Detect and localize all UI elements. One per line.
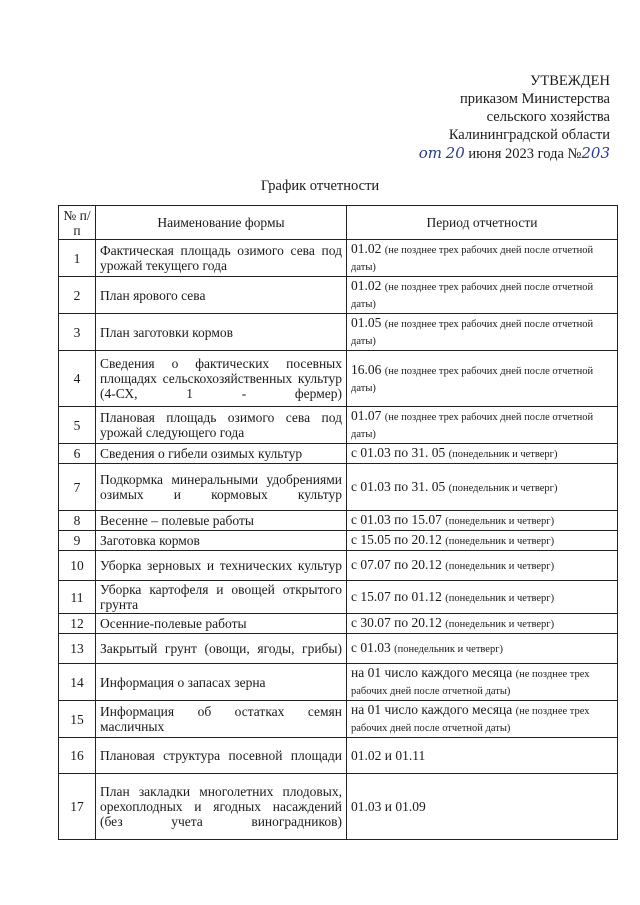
approval-line: приказом Министерства	[460, 91, 610, 107]
reporting-period	[347, 511, 618, 531]
row-number: 5	[59, 407, 96, 444]
period-dates: 01.02 и 01.11	[351, 748, 426, 763]
table-body	[59, 240, 618, 840]
reporting-period	[347, 664, 618, 701]
period-note: (понедельник и четверг)	[445, 619, 555, 630]
period-dates: с 01.03 по 31. 05	[351, 445, 446, 460]
table-row	[59, 738, 618, 774]
table-row	[59, 664, 618, 701]
period-note: (понедельник и четверг)	[445, 536, 555, 547]
order-number-handwritten: 203	[581, 144, 610, 162]
table-row	[59, 314, 618, 351]
row-number: 15	[59, 701, 96, 738]
table-header-row	[59, 206, 618, 240]
reporting-period	[347, 240, 618, 277]
reporting-period	[347, 277, 618, 314]
period-note: (понедельник и четверг)	[394, 644, 504, 655]
period-note: (понедельник и четверг)	[445, 561, 555, 572]
reporting-period	[347, 774, 618, 840]
row-number: 2	[59, 277, 96, 314]
table-row	[59, 531, 618, 551]
row-number: 7	[59, 464, 96, 511]
form-name: Информация о запасах зерна	[96, 664, 347, 701]
table-row	[59, 444, 618, 464]
form-name: План ярового сева	[96, 277, 347, 314]
row-number: 4	[59, 351, 96, 407]
reporting-period	[347, 701, 618, 738]
date-day-handwritten: 20	[445, 144, 465, 162]
period-dates: с 30.07 по 20.12	[351, 615, 442, 630]
period-dates: на 01 число каждого месяца	[351, 665, 513, 680]
reporting-period	[347, 444, 618, 464]
row-number: 8	[59, 511, 96, 531]
table-row	[59, 511, 618, 531]
form-name: Сведения о гибели озимых культур	[96, 444, 347, 464]
header-number: № п/п	[59, 206, 96, 240]
form-name: Весенне – полевые работы	[96, 511, 347, 531]
period-note: (не позднее трех рабочих дней после отчетной даты)	[351, 282, 594, 310]
table-row	[59, 614, 618, 634]
table-row	[59, 351, 618, 407]
approval-block	[380, 72, 610, 163]
date-rest: июня 2023 года №	[468, 146, 582, 162]
row-number: 3	[59, 314, 96, 351]
form-name: Плановая структура посевной площади	[96, 738, 347, 774]
approval-line: Калининградской области	[448, 127, 610, 143]
row-number: 12	[59, 614, 96, 634]
period-dates: с 01.03 по 15.07	[351, 512, 442, 527]
reporting-period	[347, 531, 618, 551]
form-name: План закладки многолетних плодовых, орехоплодных и ягодных насаждений (без учета виноградников)	[96, 774, 347, 840]
period-note: (понедельник и четверг)	[448, 482, 558, 494]
period-dates: 01.02	[351, 278, 382, 293]
date-prefix-handwritten: от	[418, 144, 443, 162]
table-row	[59, 774, 618, 840]
period-note: (не позднее трех рабочих дней после отчетной даты)	[351, 669, 590, 697]
period-dates: с 15.05 по 20.12	[351, 532, 442, 547]
row-number: 10	[59, 551, 96, 581]
period-note: (не позднее трех рабочих дней после отчетной даты)	[351, 245, 594, 273]
reporting-period	[347, 614, 618, 634]
period-note: (не позднее трех рабочих дней после отчетной даты)	[351, 706, 590, 734]
form-name: План заготовки кормов	[96, 314, 347, 351]
form-name: Сведения о фактических посевных площадях сельскохозяйственных культур (4-СХ, 1 - фермер)	[96, 351, 347, 407]
form-name: Закрытый грунт (овощи, ягоды, грибы)	[96, 634, 347, 664]
table-row	[59, 407, 618, 444]
period-note: (понедельник и четверг)	[445, 516, 555, 527]
table-row	[59, 581, 618, 614]
reporting-period	[347, 464, 618, 511]
period-note: (понедельник и четверг)	[445, 592, 555, 604]
form-name: Уборка картофеля и овощей открытого грунта	[96, 581, 347, 614]
row-number: 1	[59, 240, 96, 277]
period-dates: на 01 число каждого месяца	[351, 702, 513, 717]
header-form-name: Наименование формы	[96, 206, 347, 240]
approval-heading: УТВЕЖДЕН	[530, 73, 610, 89]
reporting-period	[347, 351, 618, 407]
reporting-period	[347, 314, 618, 351]
form-name: Уборка зерновых и технических культур	[96, 551, 347, 581]
row-number: 13	[59, 634, 96, 664]
period-dates: с 15.07 по 01.12	[351, 588, 442, 604]
period-dates: с 01.03	[351, 640, 391, 655]
period-dates: 01.07	[351, 408, 382, 423]
row-number: 17	[59, 774, 96, 840]
period-dates: с 01.03 по 31. 05	[351, 478, 446, 494]
table-row	[59, 701, 618, 738]
period-dates: 01.03 и 01.09	[351, 799, 426, 814]
reporting-period	[347, 581, 618, 614]
period-dates: 01.02	[351, 241, 382, 256]
row-number: 14	[59, 664, 96, 701]
period-note: (не позднее трех рабочих дней после отчетной даты)	[351, 365, 594, 394]
form-name: Подкормка минеральными удобрениями озимых и кормовых культур	[96, 464, 347, 511]
row-number: 6	[59, 444, 96, 464]
table-row	[59, 551, 618, 581]
reporting-schedule-table	[58, 205, 618, 840]
period-dates: 16.06	[351, 361, 382, 377]
reporting-period	[347, 551, 618, 581]
form-name: Осенние-полевые работы	[96, 614, 347, 634]
table-row	[59, 240, 618, 277]
form-name: Заготовка кормов	[96, 531, 347, 551]
form-name: Информация об остатках семян масличных	[96, 701, 347, 738]
period-dates: 01.05	[351, 315, 382, 330]
period-note: (не позднее трех рабочих дней после отчетной даты)	[351, 412, 594, 440]
period-note: (не позднее трех рабочих дней после отчетной даты)	[351, 319, 594, 347]
period-dates: с 07.07 по 20.12	[351, 557, 442, 572]
reporting-period	[347, 738, 618, 774]
header-period: Период отчетности	[347, 206, 618, 240]
document-title: График отчетности	[260, 178, 380, 194]
table-row	[59, 277, 618, 314]
table-row	[59, 634, 618, 664]
reporting-period	[347, 407, 618, 444]
row-number: 9	[59, 531, 96, 551]
form-name: Фактическая площадь озимого сева под урожай текущего года	[96, 240, 347, 277]
period-note: (понедельник и четверг)	[448, 449, 558, 460]
reporting-period	[347, 634, 618, 664]
row-number: 11	[59, 581, 96, 614]
row-number: 16	[59, 738, 96, 774]
form-name: Плановая площадь озимого сева под урожай следующего года	[96, 407, 347, 444]
approval-line: сельского хозяйства	[486, 109, 610, 125]
approval-date-line	[380, 144, 610, 163]
table-row	[59, 464, 618, 511]
